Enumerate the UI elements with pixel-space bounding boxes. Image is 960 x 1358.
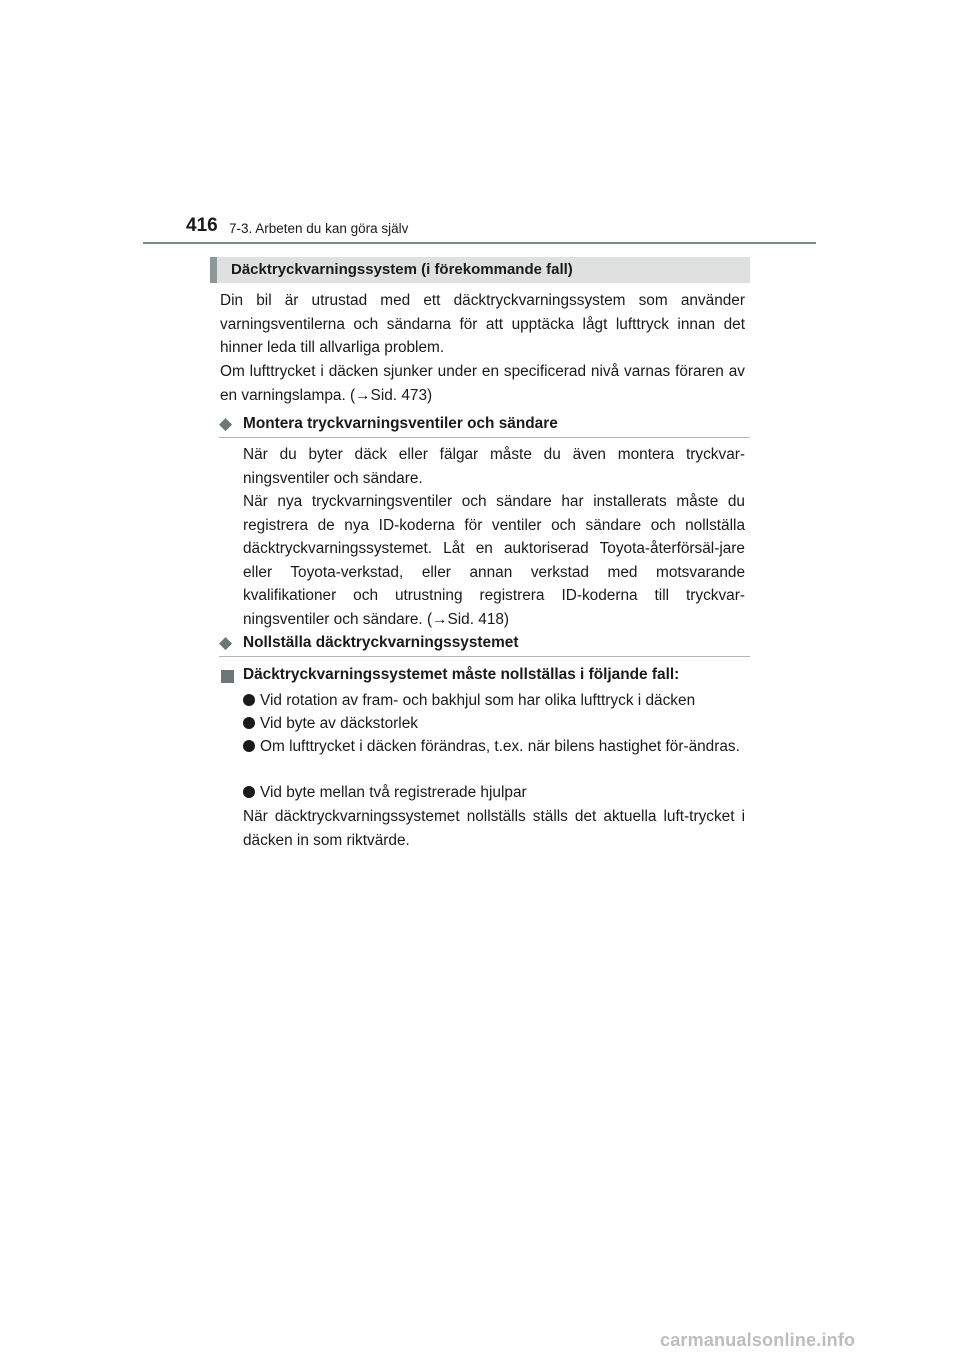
header-divider	[143, 242, 816, 244]
diamond-icon: ◆	[219, 414, 233, 433]
bullet-icon	[243, 740, 255, 752]
reset-note: När däcktryckvarningssystemet nollställs ställs det aktuella luft-trycket i däcken in som riktvärde.	[243, 808, 745, 849]
reset-subheading	[219, 632, 750, 657]
watermark: carmanualsonline.info	[660, 1330, 856, 1350]
list-item-text: Om lufttrycket i däcken förändras, t.ex. när bilens hastighet för-ändras.	[260, 738, 740, 755]
intro-paragraph-2: Om lufttrycket i däcken sjunker under en specificerad nivå varnas föraren av en varningslampa. (→Sid. 473)	[220, 363, 745, 404]
mount-subheading	[219, 413, 750, 438]
list-item-text: Vid byte av däckstorlek	[260, 715, 418, 732]
reset-conditions-text: Däcktryckvarningssystemet måste nollställas i följande fall:	[243, 666, 680, 683]
mount-paragraph-1: När du byter däck eller fälgar måste du även montera tryckvar-ningsventiler och sändare.	[243, 446, 745, 487]
chapter-title: 7-3. Arbeten du kan göra själv	[229, 221, 409, 236]
page-number: 416	[186, 215, 218, 236]
mount-paragraph-2: När nya tryckvarningsventiler och sändare har installerats måste du registrera de nya ID-koderna för ventiler och sändare och nollställa däcktryckvarningssystemet. Låt en auktoriserad Toyota-återförsäl-jare eller Toyota-verkstad, eller annan verkstad med motsvarande kvalifikationer och utrustning registrera ID-koderna till tryckvar-ningsventiler och sändare. (→Sid. 418)	[243, 493, 745, 628]
bullet-icon	[243, 694, 255, 706]
reset-heading-text: Nollställa däcktryckvarningssystemet	[243, 634, 519, 651]
bullet-icon	[243, 717, 255, 729]
section-title-bar	[210, 257, 750, 283]
list-item-text: Vid rotation av fram- och bakhjul som har olika lufttryck i däcken	[260, 692, 696, 709]
intro-paragraph-1: Din bil är utrustad med ett däcktryckvarningssystem som använder varningsventilerna och sändarna för att upptäcka lågt lufttryck innan det hinner leda till allvarliga problem.	[220, 292, 745, 356]
mount-heading-text: Montera tryckvarningsventiler och sändare	[243, 415, 558, 432]
list-item-text: Vid byte mellan två registrerade hjulpar	[260, 784, 527, 801]
diamond-icon: ◆	[219, 633, 233, 652]
section-title: Däcktryckvarningssystem (i förekommande fall)	[231, 261, 573, 278]
bullet-icon	[243, 786, 255, 798]
page-header	[0, 0, 960, 248]
square-bullet-icon	[221, 670, 234, 683]
